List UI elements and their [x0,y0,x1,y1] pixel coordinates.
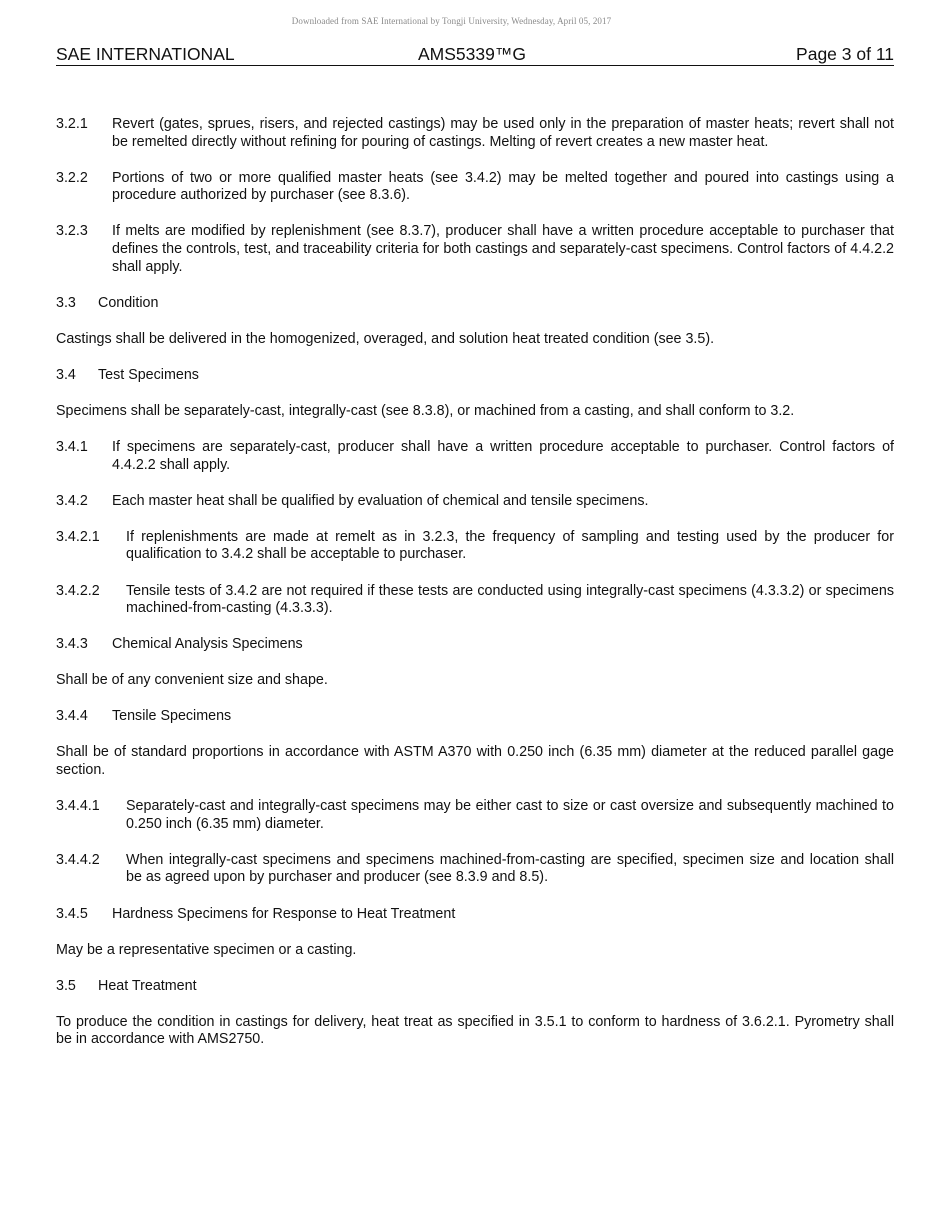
section-3-4-3-heading [56,636,894,654]
section-title: Tensile Specimens [112,708,232,725]
section-title: Condition [98,294,159,311]
section-text: Separately-cast and integrally-cast specimens may be either cast to size or cast oversize and subsequently machined to 0.250 inch (6.35 mm) diameter. [126,798,894,832]
section-3-4-4-2 [56,852,894,887]
section-number: 3.4.4.1 [56,798,100,815]
document-body [56,116,894,1068]
section-text: If replenishments are made at remelt as in 3.2.3, the frequency of sampling and testing used by the producer for qualification to 3.4.2 shall be acceptable to purchaser. [126,528,894,563]
section-3-4-5-heading [56,906,894,924]
section-3-4-4-heading [56,708,894,726]
section-3-4-3-text: Shall be of any convenient size and shape. [56,672,328,689]
section-number: 3.4.3 [56,636,88,653]
section-3-4-4-1 [56,798,894,833]
section-3-4-heading [56,367,894,385]
section-number: 3.5 [56,977,76,994]
section-3-4-2-2 [56,583,894,618]
section-number: 3.2.3 [56,223,88,240]
section-title: Chemical Analysis Specimens [112,636,303,653]
section-text: If specimens are separately-cast, producer shall have a written procedure acceptable to purchaser. Control factors of 4.4.2.2 shall apply. [112,439,894,473]
section-number: 3.3 [56,294,76,311]
section-title: Test Specimens [98,366,199,383]
section-number: 3.4.4.2 [56,851,100,868]
section-number: 3.4 [56,366,76,383]
section-number: 3.4.5 [56,905,88,922]
section-number: 3.2.1 [56,116,88,132]
section-3-3-text: Castings shall be delivered in the homogenized, overaged, and solution heat treated condition (see 3.5). [56,330,715,347]
section-number: 3.4.4 [56,708,88,725]
header-document-id: AMS5339™G [418,44,526,64]
section-text: Each master heat shall be qualified by evaluation of chemical and tensile specimens. [112,492,649,509]
section-number: 3.2.2 [56,169,88,186]
section-text: If melts are modified by replenishment (see 8.3.7), producer shall have a written procedure acceptable to purchaser that defines the controls, test, and traceability criteria for both castings and separately-cast specimens. Control factors of 4.4.2.2 shall apply. [112,223,894,275]
section-3-5-heading [56,978,894,996]
section-title: Heat Treatment [98,977,197,994]
page-header [56,43,894,66]
section-title: Hardness Specimens for Response to Heat Treatment [112,905,456,922]
header-organization: SAE INTERNATIONAL [56,44,235,64]
section-text: Revert (gates, sprues, risers, and rejected castings) may be used only in the preparation of master heats; revert shall not be remelted directly without refining for pouring of castings. Melting of revert creates a new master heat. [112,116,894,150]
section-number: 3.4.2.2 [56,582,100,599]
section-text: Tensile tests of 3.4.2 are not required if these tests are conducted using integrally-cast specimens (4.3.3.2) or specimens machined-from-casting (4.3.3.3). [126,582,894,617]
section-number: 3.4.2.1 [56,528,100,545]
section-3-5-text: To produce the condition in castings for delivery, heat treat as specified in 3.5.1 to conform to hardness of 3.6.2.1. Pyrometry shall be in accordance with AMS2750. [56,1013,894,1048]
section-3-4-5-text: May be a representative specimen or a casting. [56,941,357,958]
section-3-4-2 [56,493,894,511]
header-page-number: Page 3 of 11 [796,44,894,64]
section-3-4-text: Specimens shall be separately-cast, integrally-cast (see 8.3.8), or machined from a casting, and shall conform to 3.2. [56,402,795,419]
download-watermark: Downloaded from SAE International by Tongji University, Wednesday, April 05, 2017 [291,16,612,26]
section-3-2-1 [56,116,894,151]
section-number: 3.4.2 [56,492,88,509]
section-number: 3.4.1 [56,439,88,456]
section-3-3-heading [56,295,894,313]
section-3-4-4-text: Shall be of standard proportions in accordance with ASTM A370 with 0.250 inch (6.35 mm) diameter at the reduced parallel gage section. [56,744,894,779]
section-text: Portions of two or more qualified master heats (see 3.4.2) may be melted together and poured into castings using a procedure authorized by purchaser (see 8.3.6). [112,169,894,204]
section-3-2-2 [56,170,894,205]
section-3-2-3 [56,223,894,276]
section-3-4-2-1 [56,529,894,564]
section-text: When integrally-cast specimens and specimens machined-from-casting are specified, specimen size and location shall be as agreed upon by purchaser and producer (see 8.3.9 and 8.5). [126,851,894,886]
section-3-4-1 [56,439,894,474]
